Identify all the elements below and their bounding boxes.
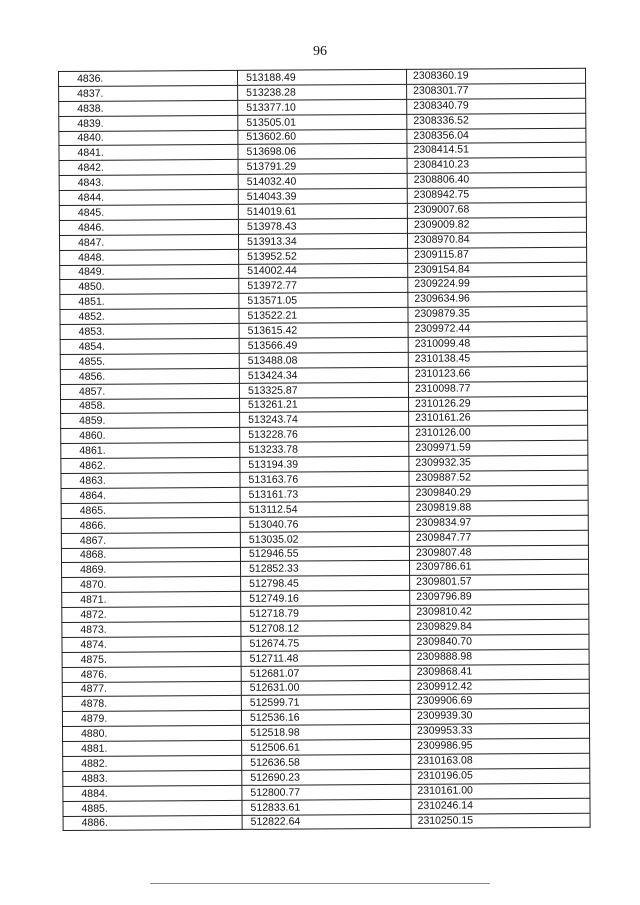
point-number-cell: 4850. (60, 279, 239, 295)
y-coordinate-cell: 2309879.35 (408, 307, 587, 323)
point-number-cell: 4841. (59, 145, 238, 161)
x-coordinate-cell: 513972.77 (239, 278, 408, 294)
x-coordinate-cell: 513228.76 (240, 427, 409, 443)
x-coordinate-cell: 513602.60 (238, 129, 407, 145)
x-coordinate-cell: 512631.00 (241, 680, 410, 696)
point-number-cell: 4871. (62, 592, 241, 608)
x-coordinate-cell: 512833.61 (242, 799, 411, 815)
x-coordinate-cell: 512852.33 (241, 561, 410, 577)
y-coordinate-cell: 2310099.48 (408, 336, 587, 352)
y-coordinate-cell: 2309906.69 (410, 694, 589, 710)
point-number-cell: 4865. (61, 502, 240, 518)
x-coordinate-cell: 513261.21 (240, 397, 409, 413)
y-coordinate-cell: 2309807.48 (409, 545, 588, 561)
coordinates-table (58, 68, 591, 832)
x-coordinate-cell: 512681.07 (241, 665, 410, 681)
point-number-cell: 4855. (60, 353, 239, 369)
point-number-cell: 4884. (63, 785, 242, 801)
coordinates-table-body (59, 68, 591, 831)
x-coordinate-cell: 512506.61 (242, 739, 411, 755)
point-number-cell: 4840. (59, 130, 238, 146)
x-coordinate-cell: 513112.54 (240, 501, 409, 517)
y-coordinate-cell: 2309939.30 (410, 709, 589, 725)
x-coordinate-cell: 514002.44 (239, 263, 408, 279)
point-number-cell: 4867. (61, 532, 240, 548)
x-coordinate-cell: 514019.61 (238, 203, 407, 219)
y-coordinate-cell: 2310123.66 (408, 366, 587, 382)
y-coordinate-cell: 2309796.89 (410, 589, 589, 605)
y-coordinate-cell: 2308356.04 (407, 128, 586, 144)
point-number-cell: 4881. (63, 740, 242, 756)
y-coordinate-cell: 2309847.77 (409, 530, 588, 546)
y-coordinate-cell: 2308336.52 (407, 113, 586, 129)
point-number-cell: 4853. (60, 324, 239, 340)
x-coordinate-cell: 513505.01 (238, 114, 407, 130)
y-coordinate-cell: 2310250.15 (411, 813, 590, 829)
x-coordinate-cell: 513488.08 (239, 352, 408, 368)
point-number-cell: 4869. (62, 562, 241, 578)
point-number-cell: 4844. (59, 190, 238, 206)
point-number-cell: 4866. (61, 517, 240, 533)
x-coordinate-cell: 512946.55 (240, 546, 409, 562)
point-number-cell: 4854. (60, 338, 239, 354)
y-coordinate-cell: 2309840.29 (409, 485, 588, 501)
x-coordinate-cell: 512711.48 (241, 650, 410, 666)
point-number-cell: 4849. (60, 264, 239, 280)
point-number-cell: 4863. (61, 472, 240, 488)
point-number-cell: 4852. (60, 309, 239, 325)
y-coordinate-cell: 2308942.75 (407, 187, 586, 203)
point-number-cell: 4872. (62, 606, 241, 622)
x-coordinate-cell: 513163.76 (240, 471, 409, 487)
point-number-cell: 4839. (59, 115, 238, 131)
x-coordinate-cell: 513040.76 (240, 516, 409, 532)
x-coordinate-cell: 513522.21 (239, 308, 408, 324)
y-coordinate-cell: 2309887.52 (409, 470, 588, 486)
y-coordinate-cell: 2310196.05 (411, 768, 590, 784)
point-number-cell: 4836. (59, 70, 238, 86)
point-number-cell: 4859. (61, 413, 240, 429)
footer-divider (150, 883, 490, 884)
y-coordinate-cell: 2310161.26 (409, 411, 588, 427)
point-number-cell: 4886. (63, 815, 242, 831)
point-number-cell: 4860. (61, 428, 240, 444)
point-number-cell: 4842. (59, 160, 238, 176)
y-coordinate-cell: 2309009.82 (407, 217, 586, 233)
y-coordinate-cell: 2309840.70 (410, 634, 589, 650)
x-coordinate-cell: 513952.52 (239, 248, 408, 264)
x-coordinate-cell: 513325.87 (239, 382, 408, 398)
x-coordinate-cell: 513035.02 (240, 531, 409, 547)
x-coordinate-cell: 512674.75 (241, 635, 410, 651)
x-coordinate-cell: 513233.78 (240, 442, 409, 458)
point-number-cell: 4846. (59, 219, 238, 235)
point-number-cell: 4874. (62, 636, 241, 652)
point-number-cell: 4847. (60, 234, 239, 250)
y-coordinate-cell: 2308806.40 (407, 173, 586, 189)
point-number-cell: 4843. (59, 175, 238, 191)
x-coordinate-cell: 512599.71 (241, 695, 410, 711)
point-number-cell: 4837. (59, 85, 238, 101)
x-coordinate-cell: 513243.74 (240, 412, 409, 428)
y-coordinate-cell: 2309986.95 (411, 738, 590, 754)
y-coordinate-cell: 2308301.77 (407, 83, 586, 99)
y-coordinate-cell: 2309972.44 (408, 321, 587, 337)
y-coordinate-cell: 2309932.35 (409, 455, 588, 471)
x-coordinate-cell: 513791.29 (238, 159, 407, 175)
x-coordinate-cell: 513377.10 (238, 99, 407, 115)
point-number-cell: 4858. (61, 398, 240, 414)
point-number-cell: 4861. (61, 443, 240, 459)
y-coordinate-cell: 2309224.99 (408, 277, 587, 293)
point-number-cell: 4882. (63, 755, 242, 771)
x-coordinate-cell: 513913.34 (239, 233, 408, 249)
x-coordinate-cell: 512798.45 (241, 576, 410, 592)
y-coordinate-cell: 2309801.57 (410, 575, 589, 591)
y-coordinate-cell: 2309819.88 (409, 500, 588, 516)
point-number-cell: 4883. (63, 770, 242, 786)
x-coordinate-cell: 514032.40 (238, 174, 407, 190)
y-coordinate-cell: 2310161.00 (411, 783, 590, 799)
x-coordinate-cell: 513698.06 (238, 144, 407, 160)
x-coordinate-cell: 513188.49 (237, 69, 406, 85)
x-coordinate-cell: 512718.79 (241, 605, 410, 621)
point-number-cell: 4856. (60, 368, 239, 384)
y-coordinate-cell: 2310098.77 (408, 381, 587, 397)
x-coordinate-cell: 512518.98 (242, 725, 411, 741)
x-coordinate-cell: 513194.39 (240, 457, 409, 473)
y-coordinate-cell: 2309786.61 (409, 560, 588, 576)
y-coordinate-cell: 2308360.19 (406, 68, 585, 84)
point-number-cell: 4875. (62, 651, 241, 667)
y-coordinate-cell: 2310246.14 (411, 798, 590, 814)
y-coordinate-cell: 2308414.51 (407, 143, 586, 159)
x-coordinate-cell: 512822.64 (242, 814, 411, 830)
x-coordinate-cell: 513566.49 (239, 337, 408, 353)
y-coordinate-cell: 2309115.87 (408, 247, 587, 263)
x-coordinate-cell: 513978.43 (238, 218, 407, 234)
y-coordinate-cell: 2310138.45 (408, 351, 587, 367)
point-number-cell: 4877. (62, 681, 241, 697)
point-number-cell: 4851. (60, 294, 239, 310)
y-coordinate-cell: 2309971.59 (409, 441, 588, 457)
x-coordinate-cell: 512708.12 (241, 620, 410, 636)
point-number-cell: 4878. (62, 696, 241, 712)
point-number-cell: 4876. (62, 666, 241, 682)
y-coordinate-cell: 2310126.29 (408, 396, 587, 412)
x-coordinate-cell: 513238.28 (238, 84, 407, 100)
table-row (63, 813, 590, 831)
point-number-cell: 4868. (61, 547, 240, 563)
point-number-cell: 4885. (63, 800, 242, 816)
y-coordinate-cell: 2309154.84 (408, 262, 587, 278)
page-number: 96 (313, 44, 327, 59)
y-coordinate-cell: 2308340.79 (407, 98, 586, 114)
x-coordinate-cell: 512690.23 (242, 769, 411, 785)
point-number-cell: 4845. (59, 204, 238, 220)
x-coordinate-cell: 512636.58 (242, 754, 411, 770)
y-coordinate-cell: 2309007.68 (407, 202, 586, 218)
y-coordinate-cell: 2310163.08 (411, 753, 590, 769)
point-number-cell: 4857. (60, 383, 239, 399)
x-coordinate-cell: 514043.39 (238, 188, 407, 204)
x-coordinate-cell: 513615.42 (239, 323, 408, 339)
coordinates-table-container (58, 68, 575, 832)
y-coordinate-cell: 2308970.84 (407, 232, 586, 248)
x-coordinate-cell: 513571.05 (239, 293, 408, 309)
point-number-cell: 4870. (62, 577, 241, 593)
y-coordinate-cell: 2309834.97 (409, 515, 588, 531)
point-number-cell: 4873. (62, 621, 241, 637)
y-coordinate-cell: 2309953.33 (410, 723, 589, 739)
point-number-cell: 4838. (59, 100, 238, 116)
point-number-cell: 4880. (63, 726, 242, 742)
y-coordinate-cell: 2309912.42 (410, 679, 589, 695)
y-coordinate-cell: 2309810.42 (410, 604, 589, 620)
x-coordinate-cell: 513161.73 (240, 486, 409, 502)
y-coordinate-cell: 2309829.84 (410, 619, 589, 635)
point-number-cell: 4879. (62, 711, 241, 727)
point-number-cell: 4848. (60, 249, 239, 265)
x-coordinate-cell: 512800.77 (242, 784, 411, 800)
x-coordinate-cell: 512536.16 (241, 710, 410, 726)
x-coordinate-cell: 512749.16 (241, 591, 410, 607)
y-coordinate-cell: 2310126.00 (409, 426, 588, 442)
y-coordinate-cell: 2309634.96 (408, 292, 587, 308)
point-number-cell: 4864. (61, 487, 240, 503)
y-coordinate-cell: 2308410.23 (407, 158, 586, 174)
y-coordinate-cell: 2309868.41 (410, 664, 589, 680)
x-coordinate-cell: 513424.34 (239, 367, 408, 383)
point-number-cell: 4862. (61, 458, 240, 474)
y-coordinate-cell: 2309888.98 (410, 649, 589, 665)
